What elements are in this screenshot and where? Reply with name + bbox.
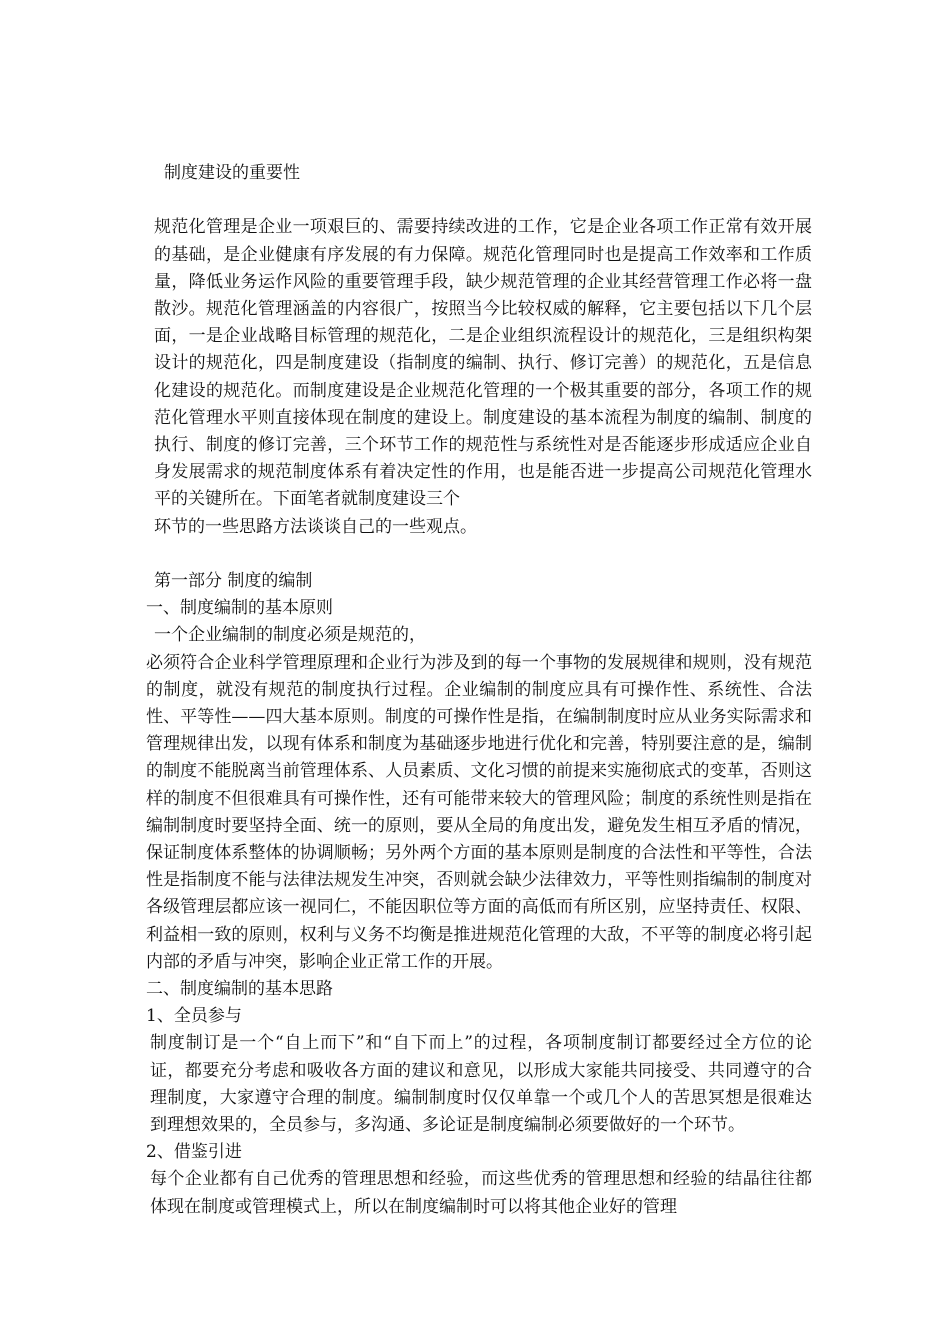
intro-paragraph-2: 环节的一些思路方法谈谈自己的一些观点。: [154, 516, 477, 537]
section-1-lead: 一个企业编制的制度必须是规范的，: [154, 625, 426, 646]
item-2-heading: 2、借鉴引进: [146, 1142, 242, 1163]
section-2-heading: 二、制度编制的基本思路: [146, 979, 333, 1000]
item-1-heading: 1、全员参与: [146, 1006, 242, 1027]
spacer: [146, 187, 812, 214]
section-1-body: 必须符合企业科学管理原理和企业行为涉及到的每一个事物的发展规律和规则，没有规范的制度，就没有规范的制度执行过程。企业编制的制度应具有可操作性、系统性、合法性、平等性——四大基本原则。制度的可操作性是指，在编制制度时应从业务实际需求和管理规律出发，以现有体系和制度为基础逐步地进行优化和完善，特别要注意的是，编制的制度不能脱离当前管理体系、人员素质、文化习惯的前提来实施彻底式的变革，否则这样的制度不但很难具有可操作性，还有可能带来较大的管理风险；制度的系统性则是指在编制制度时要坚持全面、统一的原则，要从全局的角度出发，避免发生相互矛盾的情况，保证制度体系整体的协调顺畅；另外两个方面的基本原则是制度的合法性和平等性，合法性是指制度不能与法律法规发生冲突，否则就会缺少法律效力，平等性则指编制的制度对各级管理层都应该一视同仁，不能因职位等方面的高低而有所区别，应坚持责任、权限、利益相一致的原则，权利与义务不均衡是推进规范化管理的大敌，不平等的制度必将引起内部的矛盾与冲突，影响企业正常工作的开展。: [146, 652, 812, 972]
document-title: 制度建设的重要性: [164, 163, 300, 183]
spacer: [146, 541, 812, 568]
section-1-heading: 一、制度编制的基本原则: [146, 598, 333, 619]
document-body: [146, 160, 812, 1221]
part-1-heading: 第一部分 制度的编制: [154, 571, 313, 592]
intro-paragraph-1: 规范化管理是企业一项艰巨的、需要持续改进的工作，它是企业各项工作正常有效开展的基础，是企业健康有序发展的有力保障。规范化管理同时也是提高工作效率和工作质量，降低业务运作风险的重要管理手段，缺少规范管理的企业其经营管理工作必将一盘散沙。规范化管理涵盖的内容很广，按照当今比较权威的解释，它主要包括以下几个层面，一是企业战略目标管理的规范化，二是企业组织流程设计的规范化，三是组织构架设计的规范化，四是制度建设（指制度的编制、执行、修订完善）的规范化，五是信息化建设的规范化。而制度建设是企业规范化管理的一个极其重要的部分，各项工作的规范化管理水平则直接体现在制度的建设上。制度建设的基本流程为制度的编制、制度的执行、制度的修订完善，三个环节工作的规范性与系统性对是否能逐步形成适应企业自身发展需求的规范制度体系有着决定性的作用，也是能否进一步提高公司规范化管理水平的关键所在。下面笔者就制度建设三个: [154, 217, 812, 510]
item-1-body: 制度制订是一个“自上而下”和“自下而上”的过程，各项制度制订都要经过全方位的论证，都要充分考虑和吸收各方面的建议和意见，以形成大家能共同接受、共同遵守的合理制度，大家遵守合理的制度。编制制度时仅仅单靠一个或几个人的苦思冥想是很难达到理想效果的，全员参与，多沟通、多论证是制度编制必须要做好的一个环节。: [150, 1033, 812, 1136]
item-2-body: 每个企业都有自己优秀的管理思想和经验，而这些优秀的管理思想和经验的结晶往往都体现在制度或管理模式上，所以在制度编制时可以将其他企业好的管理: [150, 1169, 812, 1217]
